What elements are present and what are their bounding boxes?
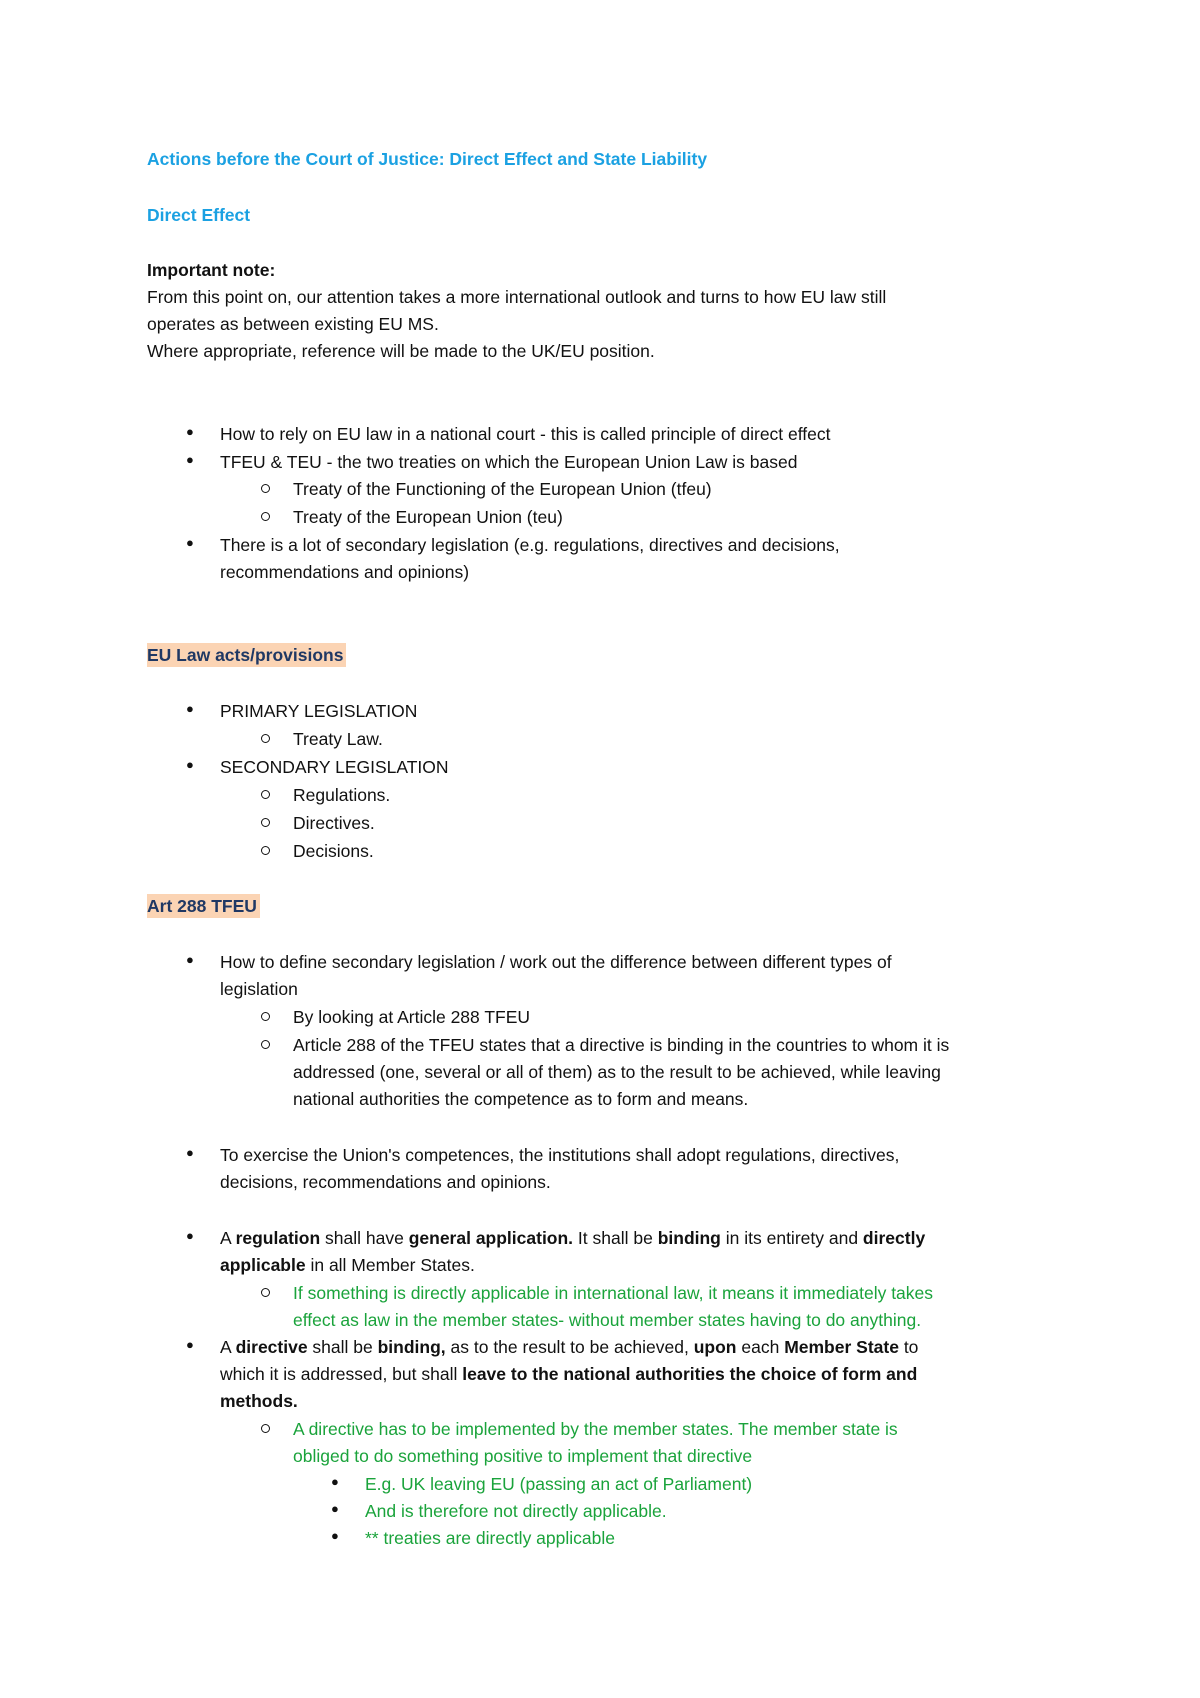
text-run: A (220, 1228, 236, 1248)
circle-bullet-icon (261, 846, 270, 855)
bold-run: directly (862, 1228, 926, 1248)
list-item-continuation: decisions, recommendations and opinions. (220, 1172, 551, 1192)
circle-bullet-icon (261, 1288, 270, 1297)
green-sub-list-item-continuation: obliged to do something positive to implement that directive (293, 1446, 753, 1466)
bullet-icon (331, 1525, 339, 1547)
sub-list-item-continuation: addressed (one, several or all of them) as to the result to be achieved, while leaving (293, 1062, 941, 1082)
bullet-icon (186, 1225, 194, 1247)
highlighted-heading: EU Law acts/provisions (147, 643, 346, 667)
bullet-icon (186, 421, 194, 443)
green-sub-sub-list-item: And is therefore not directly applicable. (365, 1501, 667, 1521)
list-item-directive (220, 1336, 918, 1358)
bullet-icon (186, 754, 194, 776)
note-line: From this point on, our attention takes a more international outlook and turns to how EU law still (147, 287, 887, 307)
bullet-icon (331, 1471, 339, 1493)
list-item: How to define secondary legislation / work out the difference between different types of (220, 952, 892, 972)
green-sub-sub-list-item: ** treaties are directly applicable (365, 1528, 615, 1548)
bold-run: regulation (235, 1228, 321, 1248)
green-sub-list-item: If something is directly applicable in international law, it means it immediately takes (293, 1283, 934, 1303)
bullet-icon (186, 698, 194, 720)
list-item: There is a lot of secondary legislation (e.g. regulations, directives and decisions, (220, 535, 840, 555)
list-item-regulation (220, 1227, 925, 1249)
list-item-continuation (220, 1254, 475, 1276)
sub-list-item: Treaty of the European Union (teu) (293, 507, 563, 527)
circle-bullet-icon (261, 484, 270, 493)
sub-list-item: Directives. (293, 813, 375, 833)
text-run: shall have (320, 1228, 409, 1248)
circle-bullet-icon (261, 1424, 270, 1433)
text-run: in its entirety and (720, 1228, 863, 1248)
list-item: SECONDARY LEGISLATION (220, 757, 449, 777)
bullet-icon (186, 532, 194, 554)
section-heading-eu-law-acts (147, 644, 346, 666)
bullet-icon (331, 1498, 339, 1520)
bold-run: general application. (408, 1228, 574, 1248)
section-heading-direct-effect: Direct Effect (147, 205, 251, 225)
bold-run: binding, (377, 1337, 446, 1357)
list-item: TFEU & TEU - the two treaties on which the European Union Law is based (220, 452, 798, 472)
bold-run: binding (657, 1228, 721, 1248)
note-line: Where appropriate, reference will be made to the UK/EU position. (147, 341, 655, 361)
sub-list-item-continuation: national authorities the competence as to form and means. (293, 1089, 749, 1109)
circle-bullet-icon (261, 818, 270, 827)
document-title: Actions before the Court of Justice: Direct Effect and State Liability (147, 149, 708, 169)
sub-list-item: By looking at Article 288 TFEU (293, 1007, 531, 1027)
sub-list-item: Regulations. (293, 785, 391, 805)
text-run: shall be (307, 1337, 378, 1357)
text-run: It shall be (573, 1228, 658, 1248)
list-item: To exercise the Union's competences, the institutions shall adopt regulations, directives, (220, 1145, 900, 1165)
text-run: which it is addressed, but shall (220, 1364, 463, 1384)
circle-bullet-icon (261, 512, 270, 521)
bold-run: Member State (784, 1337, 899, 1357)
list-item-continuation (220, 1363, 917, 1385)
sub-list-item: Article 288 of the TFEU states that a directive is binding in the countries to whom it is (293, 1035, 950, 1055)
bold-run: upon (693, 1337, 737, 1357)
text-run: each (736, 1337, 785, 1357)
text-run: A (220, 1337, 236, 1357)
bold-run: directive (235, 1337, 308, 1357)
green-sub-list-item-continuation: effect as law in the member states- without member states having to do anything. (293, 1310, 922, 1330)
list-item: PRIMARY LEGISLATION (220, 701, 418, 721)
bullet-icon (186, 1142, 194, 1164)
highlighted-heading: Art 288 TFEU (147, 894, 260, 918)
list-item: How to rely on EU law in a national court - this is called principle of direct effect (220, 424, 831, 444)
circle-bullet-icon (261, 1040, 270, 1049)
list-item-continuation: recommendations and opinions) (220, 562, 470, 582)
sub-list-item: Treaty Law. (293, 729, 383, 749)
bold-run: applicable (220, 1255, 306, 1275)
important-note-label: Important note: (147, 260, 276, 280)
list-item-continuation: legislation (220, 979, 298, 999)
green-sub-sub-list-item: E.g. UK leaving EU (passing an act of Parliament) (365, 1474, 753, 1494)
green-sub-list-item: A directive has to be implemented by the member states. The member state is (293, 1419, 898, 1439)
list-item-continuation: methods. (220, 1391, 298, 1411)
bullet-icon (186, 949, 194, 971)
sub-list-item: Treaty of the Functioning of the European Union (tfeu) (293, 479, 712, 499)
circle-bullet-icon (261, 790, 270, 799)
circle-bullet-icon (261, 734, 270, 743)
text-run: as to the result to be achieved, (445, 1337, 694, 1357)
bullet-icon (186, 1334, 194, 1356)
sub-list-item: Decisions. (293, 841, 374, 861)
text-run: in all Member States. (305, 1255, 475, 1275)
note-line: operates as between existing EU MS. (147, 314, 439, 334)
section-heading-art-288 (147, 895, 260, 917)
bold-run: leave to the national authorities the choice of form and (462, 1364, 918, 1384)
text-run: to (898, 1337, 919, 1357)
circle-bullet-icon (261, 1012, 270, 1021)
bullet-icon (186, 449, 194, 471)
